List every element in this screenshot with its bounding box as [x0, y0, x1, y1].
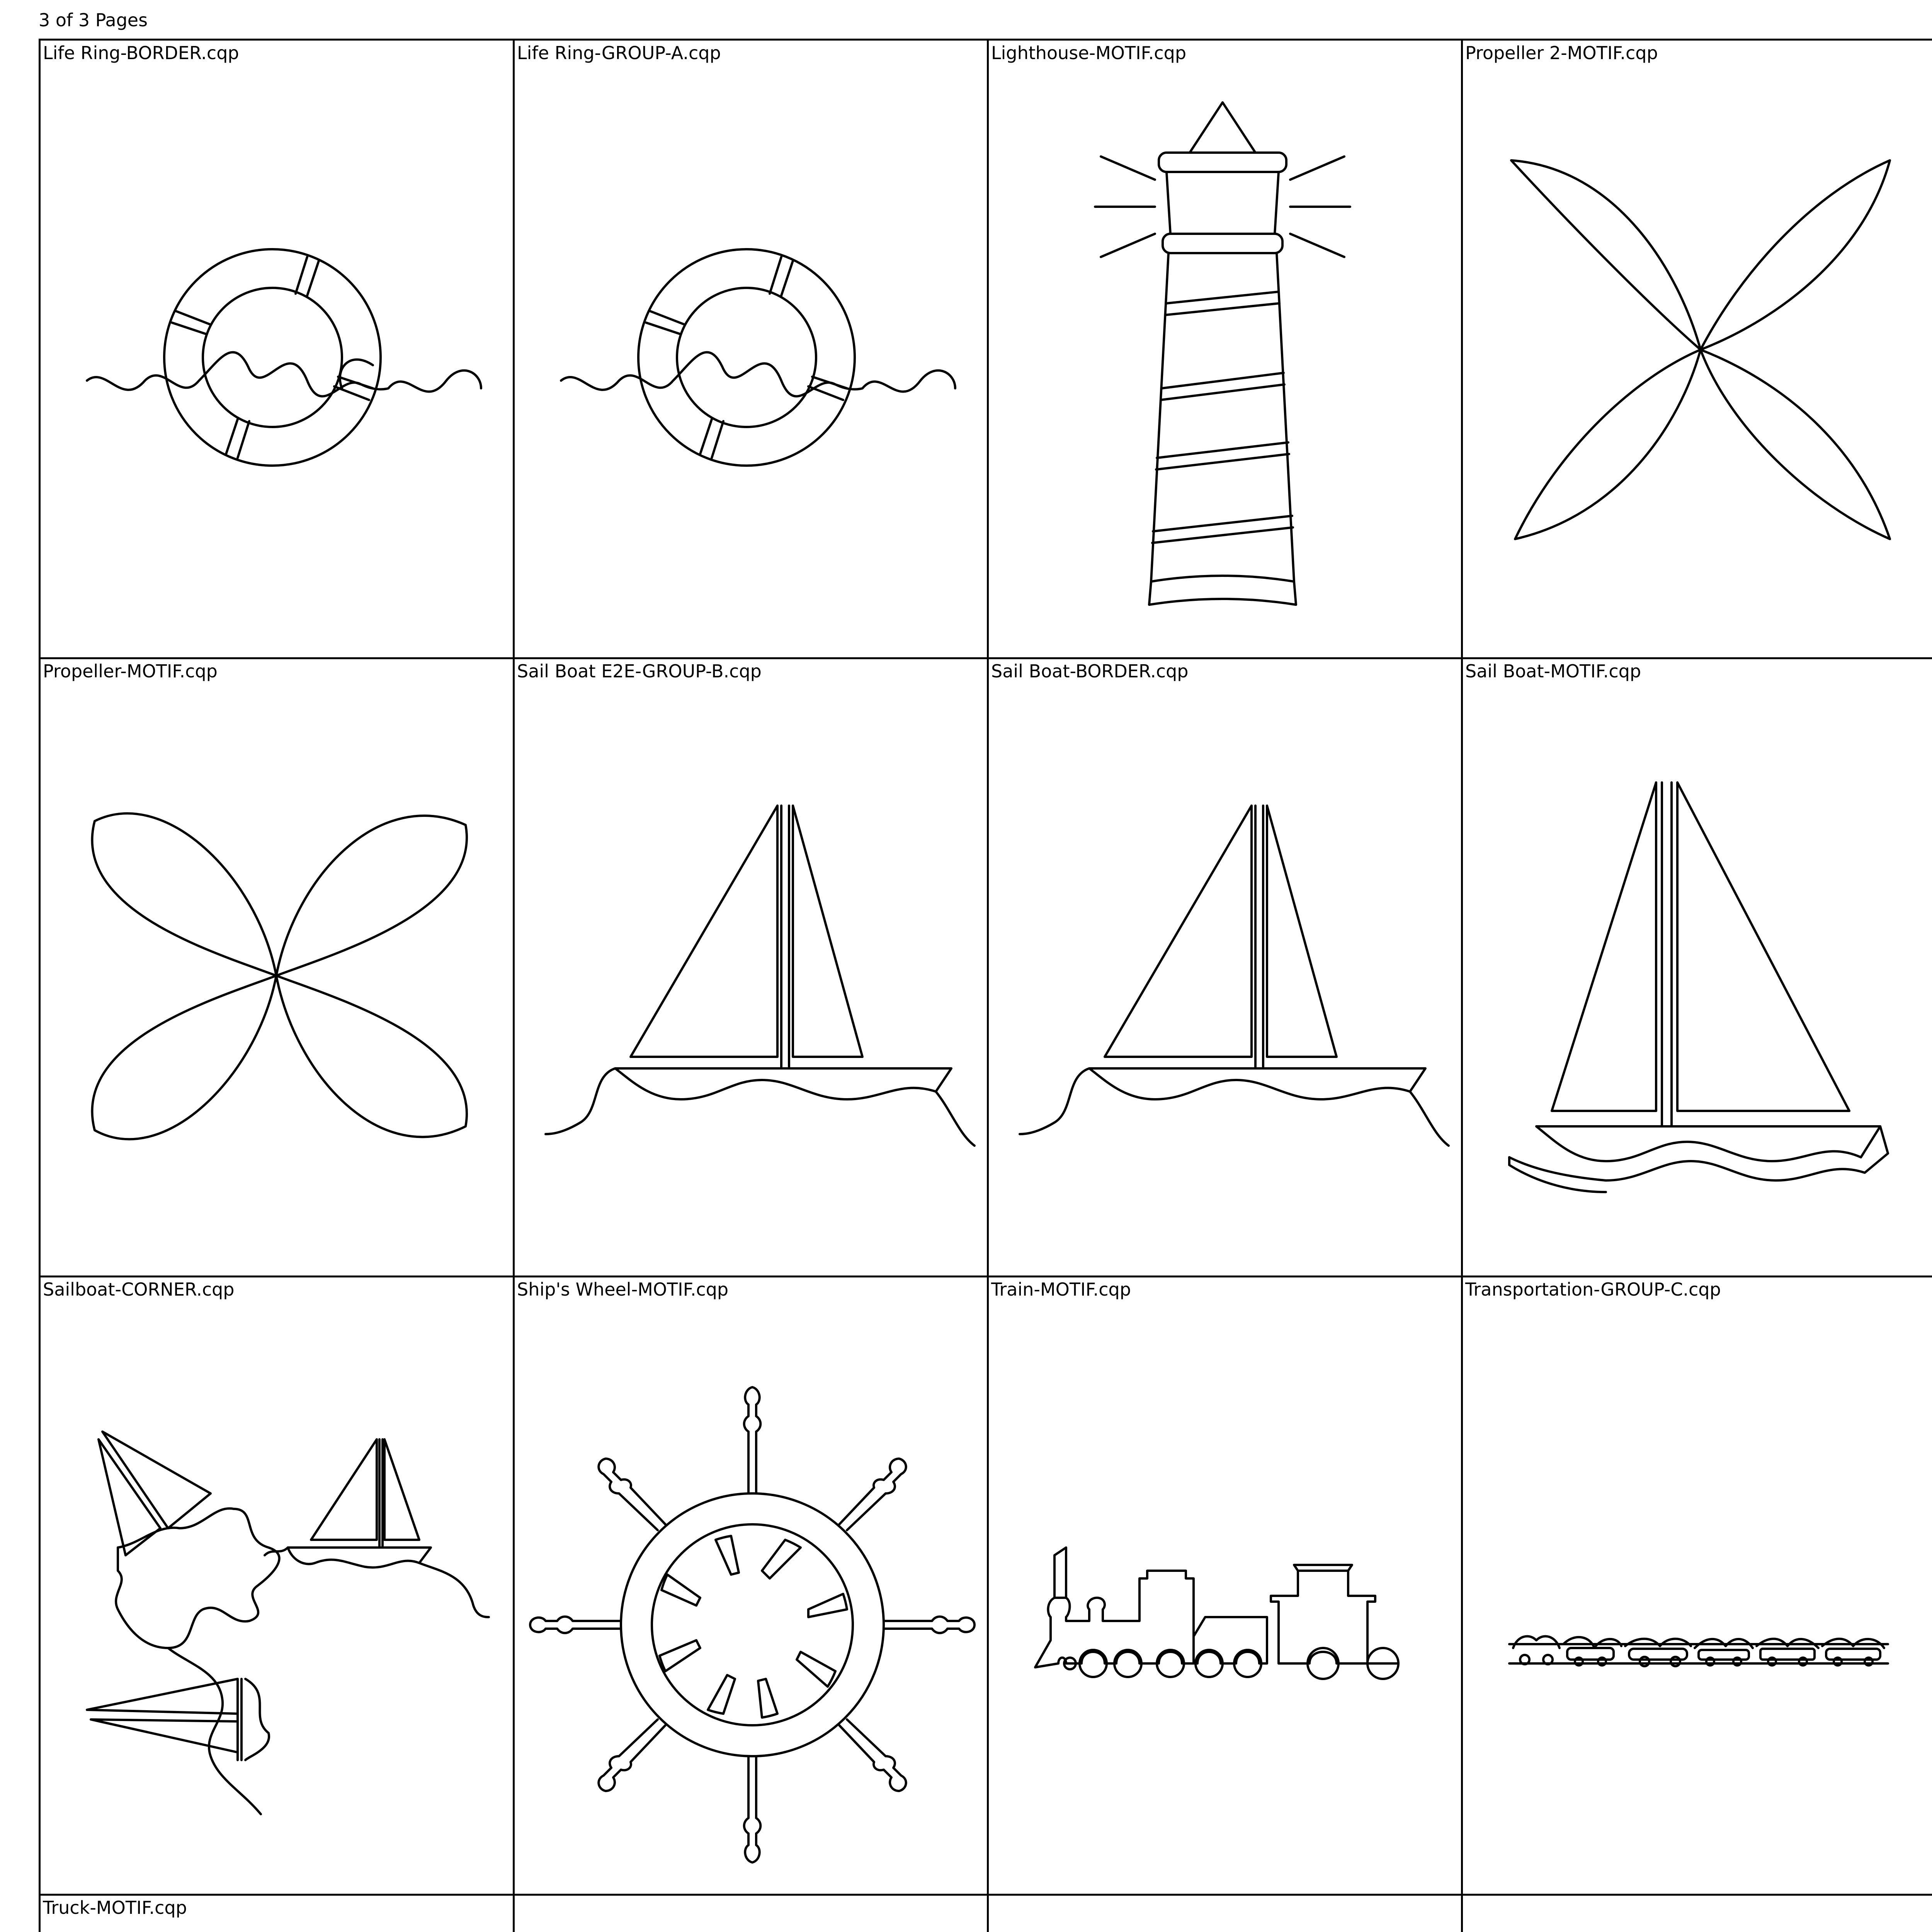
pattern-catalog-grid: [39, 39, 1932, 1932]
pattern-filename: Sail Boat E2E-GROUP-B.cqp: [517, 661, 762, 682]
pattern-filename: Train-MOTIF.cqp: [991, 1279, 1131, 1300]
pattern-cell[interactable]: [989, 1277, 1463, 1895]
transportation-row-icon: [1463, 1277, 1932, 1895]
pattern-filename: Life Ring-BORDER.cqp: [43, 43, 239, 63]
pattern-filename: Sailboat-CORNER.cqp: [43, 1279, 235, 1300]
truck-icon: [41, 1895, 515, 1932]
pattern-filename: Truck-MOTIF.cqp: [43, 1897, 187, 1918]
pattern-filename: Propeller-MOTIF.cqp: [43, 661, 218, 682]
pattern-cell[interactable]: [41, 1277, 515, 1895]
sailboat-icon: [515, 659, 989, 1277]
empty-cell: [989, 1895, 1463, 1932]
propeller-icon: [1463, 41, 1932, 659]
empty-cell: [1463, 1895, 1932, 1932]
pattern-filename: Ship's Wheel-MOTIF.cqp: [517, 1279, 729, 1300]
pattern-cell[interactable]: [515, 41, 989, 659]
train-icon: [989, 1277, 1463, 1895]
pattern-filename: Sail Boat-MOTIF.cqp: [1465, 661, 1641, 682]
lighthouse-icon: [989, 41, 1463, 659]
pattern-filename: Propeller 2-MOTIF.cqp: [1465, 43, 1658, 63]
pattern-cell[interactable]: [989, 659, 1463, 1277]
pattern-filename: Transportation-GROUP-C.cqp: [1465, 1279, 1721, 1300]
pattern-cell[interactable]: [41, 1895, 515, 1932]
pattern-cell[interactable]: [515, 659, 989, 1277]
pattern-cell[interactable]: [1463, 41, 1932, 659]
pattern-cell[interactable]: [41, 41, 515, 659]
pattern-cell[interactable]: [41, 659, 515, 1277]
page-count-label: 3 of 3 Pages: [39, 10, 148, 31]
pattern-filename: Sail Boat-BORDER.cqp: [991, 661, 1189, 682]
pattern-filename: Life Ring-GROUP-A.cqp: [517, 43, 721, 63]
empty-cell: [515, 1895, 989, 1932]
life-ring-icon: [515, 41, 989, 659]
pattern-filename: Lighthouse-MOTIF.cqp: [991, 43, 1187, 63]
pattern-cell[interactable]: [1463, 659, 1932, 1277]
ships-wheel-icon: [515, 1277, 989, 1895]
pattern-cell[interactable]: [1463, 1277, 1932, 1895]
propeller-icon: [41, 659, 515, 1277]
sailboat-icon: [1463, 659, 1932, 1277]
life-ring-icon: [41, 41, 515, 659]
pattern-cell[interactable]: [989, 41, 1463, 659]
sailboat-icon: [989, 659, 1463, 1277]
sailboat-corner-icon: [41, 1277, 515, 1895]
pattern-cell[interactable]: [515, 1277, 989, 1895]
